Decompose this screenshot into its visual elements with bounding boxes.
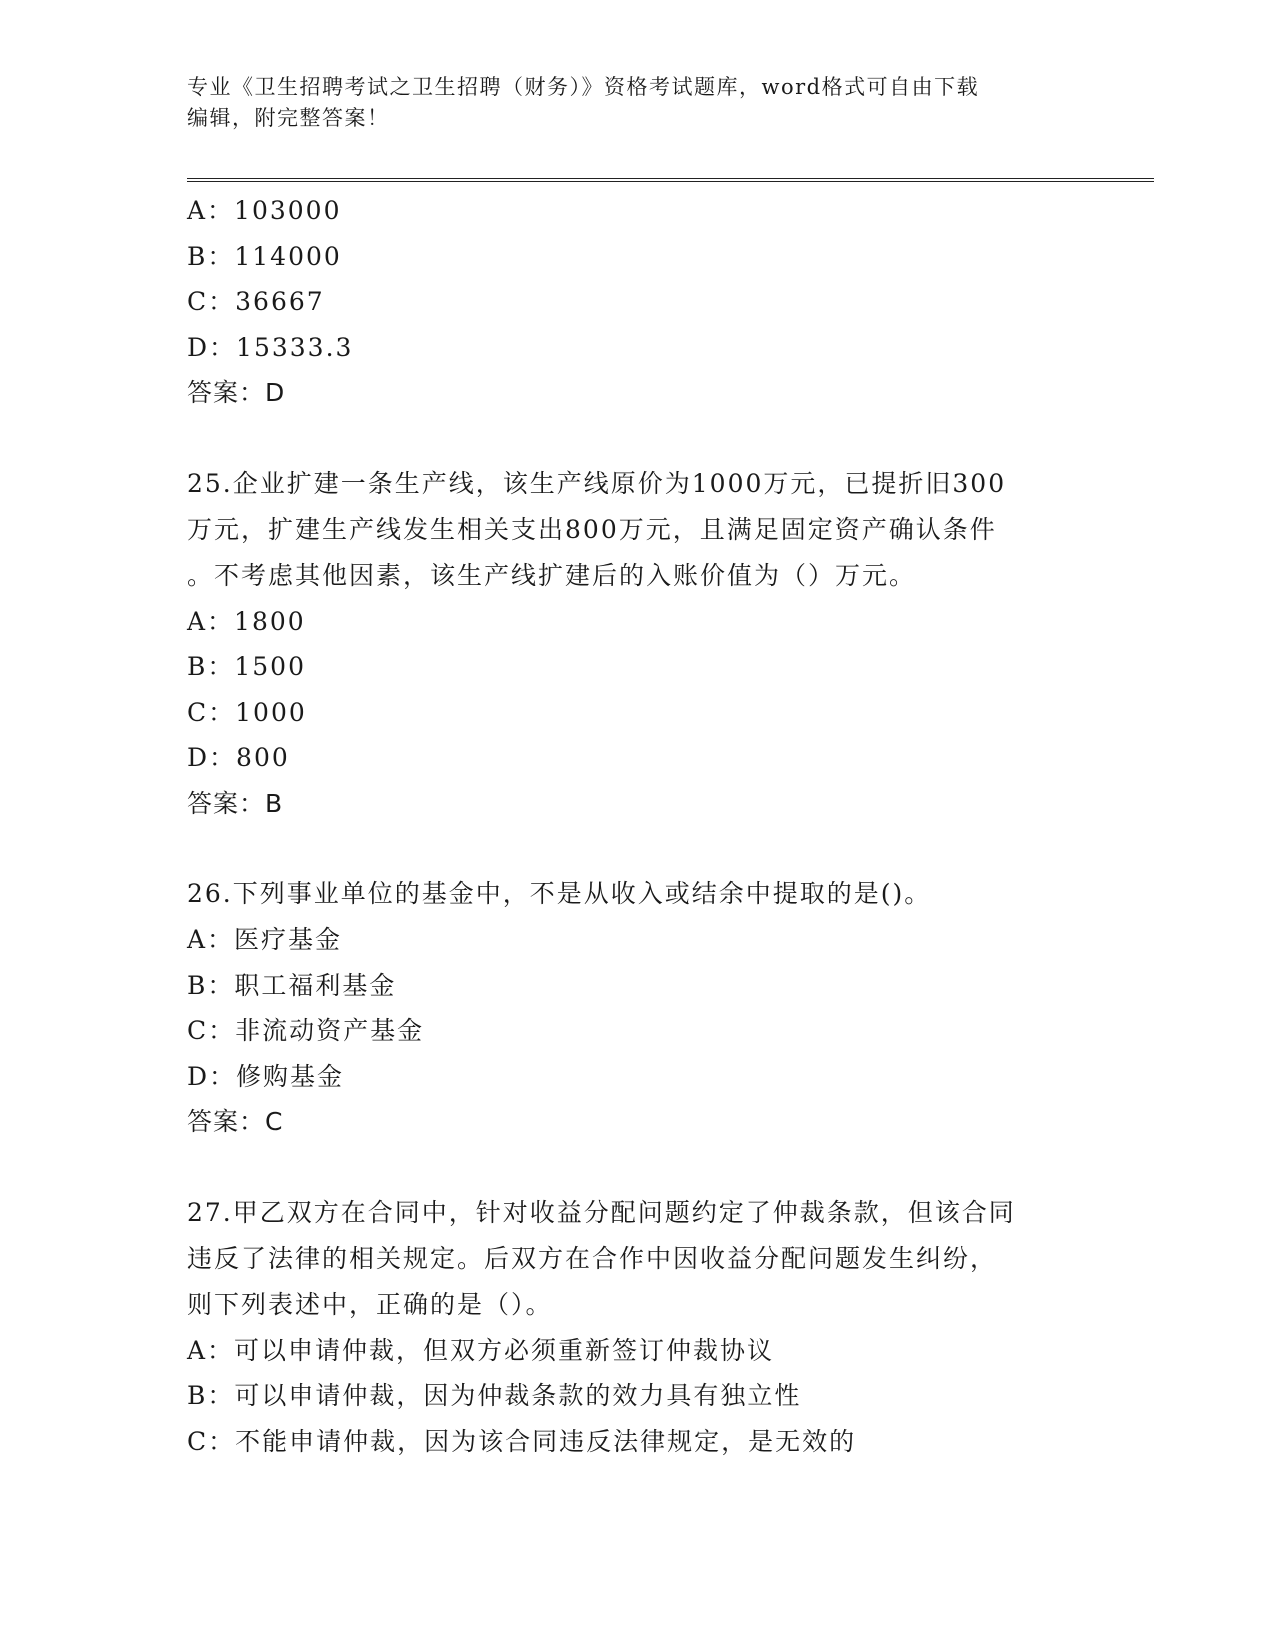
page-header (187, 72, 1087, 134)
option-c: C：1000 (187, 697, 307, 727)
option-b: B：1500 (187, 652, 306, 681)
option-a: A：1800 (187, 606, 306, 636)
question-stem (187, 871, 1087, 917)
option-a: A：103000 (187, 196, 342, 225)
option-c: C：36667 (187, 287, 325, 316)
stem-line: 27.甲乙双方在合同中，针对收益分配问题约定了仲裁条款，但该合同 (187, 1197, 1016, 1227)
stem-line: 25.企业扩建一条生产线，该生产线原价为1000万元，已提折旧300 (187, 468, 1007, 498)
option-a: A：医疗基金 (187, 925, 343, 954)
stem-line: 违反了法律的相关规定。后双方在合作中因收益分配问题发生纠纷， (187, 1243, 998, 1273)
stem-line: 万元，扩建生产线发生相关支出800万元，且满足固定资产确认条件 (187, 514, 997, 544)
option-d: D：15333.3 (187, 332, 354, 362)
option-b: B：114000 (187, 241, 342, 271)
option-d: D：修购基金 (187, 1061, 345, 1091)
question-25 (187, 461, 1087, 827)
question-stem (187, 1190, 1087, 1328)
question-26 (187, 871, 1087, 1145)
question-27 (187, 1190, 1087, 1465)
stem-line: 则下列表述中，正确的是（）。 (187, 1289, 553, 1319)
header-divider (187, 178, 1154, 182)
header-line-2: 编辑，附完整答案！ (187, 106, 390, 130)
stem-line: 26.下列事业单位的基金中，不是从收入或结余中提取的是()。 (187, 879, 932, 908)
answer-line: 答案：C (187, 1107, 284, 1136)
question-stem (187, 461, 1087, 599)
question-list (187, 188, 1087, 1464)
option-b: B：职工福利基金 (187, 970, 397, 1000)
header-line-1: 专业《卫生招聘考试之卫生招聘（财务）》资格考试题库，word格式可自由下载 (187, 75, 980, 99)
option-c: C：不能申请仲裁，因为该合同违反法律规定，是无效的 (187, 1426, 857, 1456)
stem-line: 。不考虑其他因素，该生产线扩建后的入账价值为（）万元。 (187, 560, 917, 590)
question-24-continued (187, 188, 1087, 416)
answer-line: 答案：D (187, 378, 286, 407)
option-b: B：可以申请仲裁，因为仲裁条款的效力具有独立性 (187, 1381, 802, 1410)
answer-line: 答案：B (187, 788, 284, 818)
option-a: A：可以申请仲裁，但双方必须重新签订仲裁协议 (187, 1335, 775, 1365)
option-d: D：800 (187, 743, 290, 772)
option-c: C：非流动资产基金 (187, 1016, 425, 1045)
